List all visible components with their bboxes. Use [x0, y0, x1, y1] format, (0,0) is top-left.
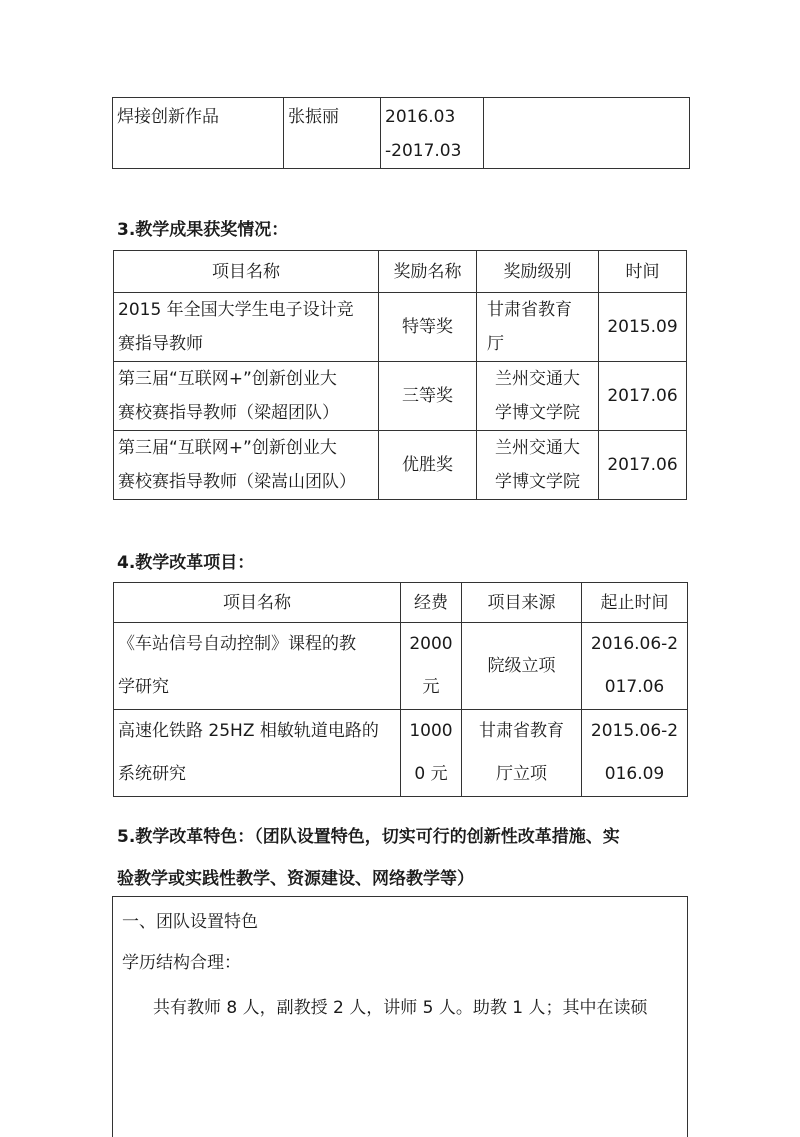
- staff-composition-text: 共有教师 8 人，副教授 2 人，讲师 5 人。助教 1 人；其中在读硕: [153, 998, 648, 1018]
- award-project-line: 赛校赛指导教师（梁超团队）: [118, 403, 339, 423]
- award-level-line: 学博文学院: [495, 472, 580, 492]
- reform-source: [462, 623, 582, 710]
- education-structure-label: 学历结构合理：: [122, 953, 241, 973]
- section-5-title: 5.教学改革特色：（团队设置特色，切实可行的创新性改革措施、实: [117, 827, 620, 847]
- header-award-level: 奖励级别: [477, 251, 599, 293]
- project-table-continued: [112, 97, 690, 169]
- reform-source-line: 厅立项: [496, 764, 547, 784]
- award-time: 2017.06: [599, 431, 687, 500]
- reform-project: [114, 710, 401, 797]
- table-row: [114, 431, 687, 500]
- reform-period-line: 016.09: [604, 764, 665, 784]
- reform-project: [114, 623, 401, 710]
- award-project-line: 第三届“互联网+”创新创业大: [118, 369, 337, 389]
- table-row: [114, 710, 688, 797]
- reform-project-line: 系统研究: [118, 764, 186, 784]
- reform-period-line: 017.06: [604, 677, 665, 697]
- reform-period-line: 2015.06-2: [590, 721, 679, 741]
- table-row: [114, 623, 688, 710]
- reform-projects-table: [113, 582, 688, 797]
- award-project-line: 2015 年全国大学生电子设计竞: [118, 300, 354, 320]
- award-level-line: 兰州交通大: [495, 369, 580, 389]
- award-name: 三等奖: [379, 362, 477, 431]
- reform-source: [462, 710, 582, 797]
- award-project-line: 第三届“互联网+”创新创业大: [118, 438, 337, 458]
- award-name: 特等奖: [379, 293, 477, 362]
- reform-period: [582, 710, 688, 797]
- table-row: [114, 362, 687, 431]
- award-level: [477, 362, 599, 431]
- award-name: 优胜奖: [379, 431, 477, 500]
- project-extra: [484, 98, 690, 169]
- reform-source-line: 院级立项: [487, 656, 556, 676]
- award-project: [114, 362, 379, 431]
- awards-table: [113, 250, 687, 500]
- reform-funding-line: 2000: [409, 634, 453, 654]
- header-project-name: 项目名称: [114, 583, 401, 623]
- project-period-start: 2016.03: [385, 107, 456, 127]
- reform-period: [582, 623, 688, 710]
- reform-funding-line: 0 元: [414, 764, 448, 784]
- reform-project-line: 《车站信号自动控制》课程的教: [118, 634, 356, 654]
- project-person: 张振丽: [284, 98, 381, 169]
- section-4-title: 4.教学改革项目：: [117, 553, 255, 573]
- project-period-end: -2017.03: [385, 141, 462, 161]
- award-level-line: 学博文学院: [495, 403, 580, 423]
- award-project: [114, 293, 379, 362]
- header-funding: 经费: [401, 583, 462, 623]
- reform-funding: [401, 623, 462, 710]
- project-period: [381, 98, 484, 169]
- award-time: 2015.09: [599, 293, 687, 362]
- project-name: 焊接创新作品: [113, 98, 284, 169]
- header-time: 时间: [599, 251, 687, 293]
- awards-header-row: [114, 251, 687, 293]
- table-row: [113, 98, 690, 169]
- reform-funding-line: 1000: [409, 721, 453, 741]
- section-5-title-cont: 验教学或实践性教学、资源建设、网络教学等）: [117, 869, 474, 889]
- table-row: [114, 293, 687, 362]
- award-level: [477, 293, 599, 362]
- award-time: 2017.06: [599, 362, 687, 431]
- reform-funding-line: 元: [422, 677, 440, 697]
- team-features-heading: 一、团队设置特色: [122, 912, 258, 932]
- reform-funding: [401, 710, 462, 797]
- award-level-line: 厅: [487, 334, 504, 354]
- award-project: [114, 431, 379, 500]
- reform-source-line: 甘肃省教育: [479, 721, 564, 741]
- reform-period-line: 2016.06-2: [590, 634, 679, 654]
- header-period: 起止时间: [582, 583, 688, 623]
- header-project-name: 项目名称: [114, 251, 379, 293]
- team-features-box: [112, 896, 688, 1137]
- reform-header-row: [114, 583, 688, 623]
- award-level: [477, 431, 599, 500]
- header-source: 项目来源: [462, 583, 582, 623]
- header-award-name: 奖励名称: [379, 251, 477, 293]
- reform-project-line: 学研究: [118, 677, 169, 697]
- reform-project-line: 高速化铁路 25HZ 相敏轨道电路的: [118, 721, 379, 741]
- award-level-line: 兰州交通大: [495, 438, 580, 458]
- award-level-line: 甘肃省教育: [487, 300, 572, 320]
- award-project-line: 赛校赛指导教师（梁嵩山团队）: [118, 472, 356, 492]
- section-3-title: 3.教学成果获奖情况：: [117, 220, 289, 240]
- award-project-line: 赛指导教师: [118, 334, 203, 354]
